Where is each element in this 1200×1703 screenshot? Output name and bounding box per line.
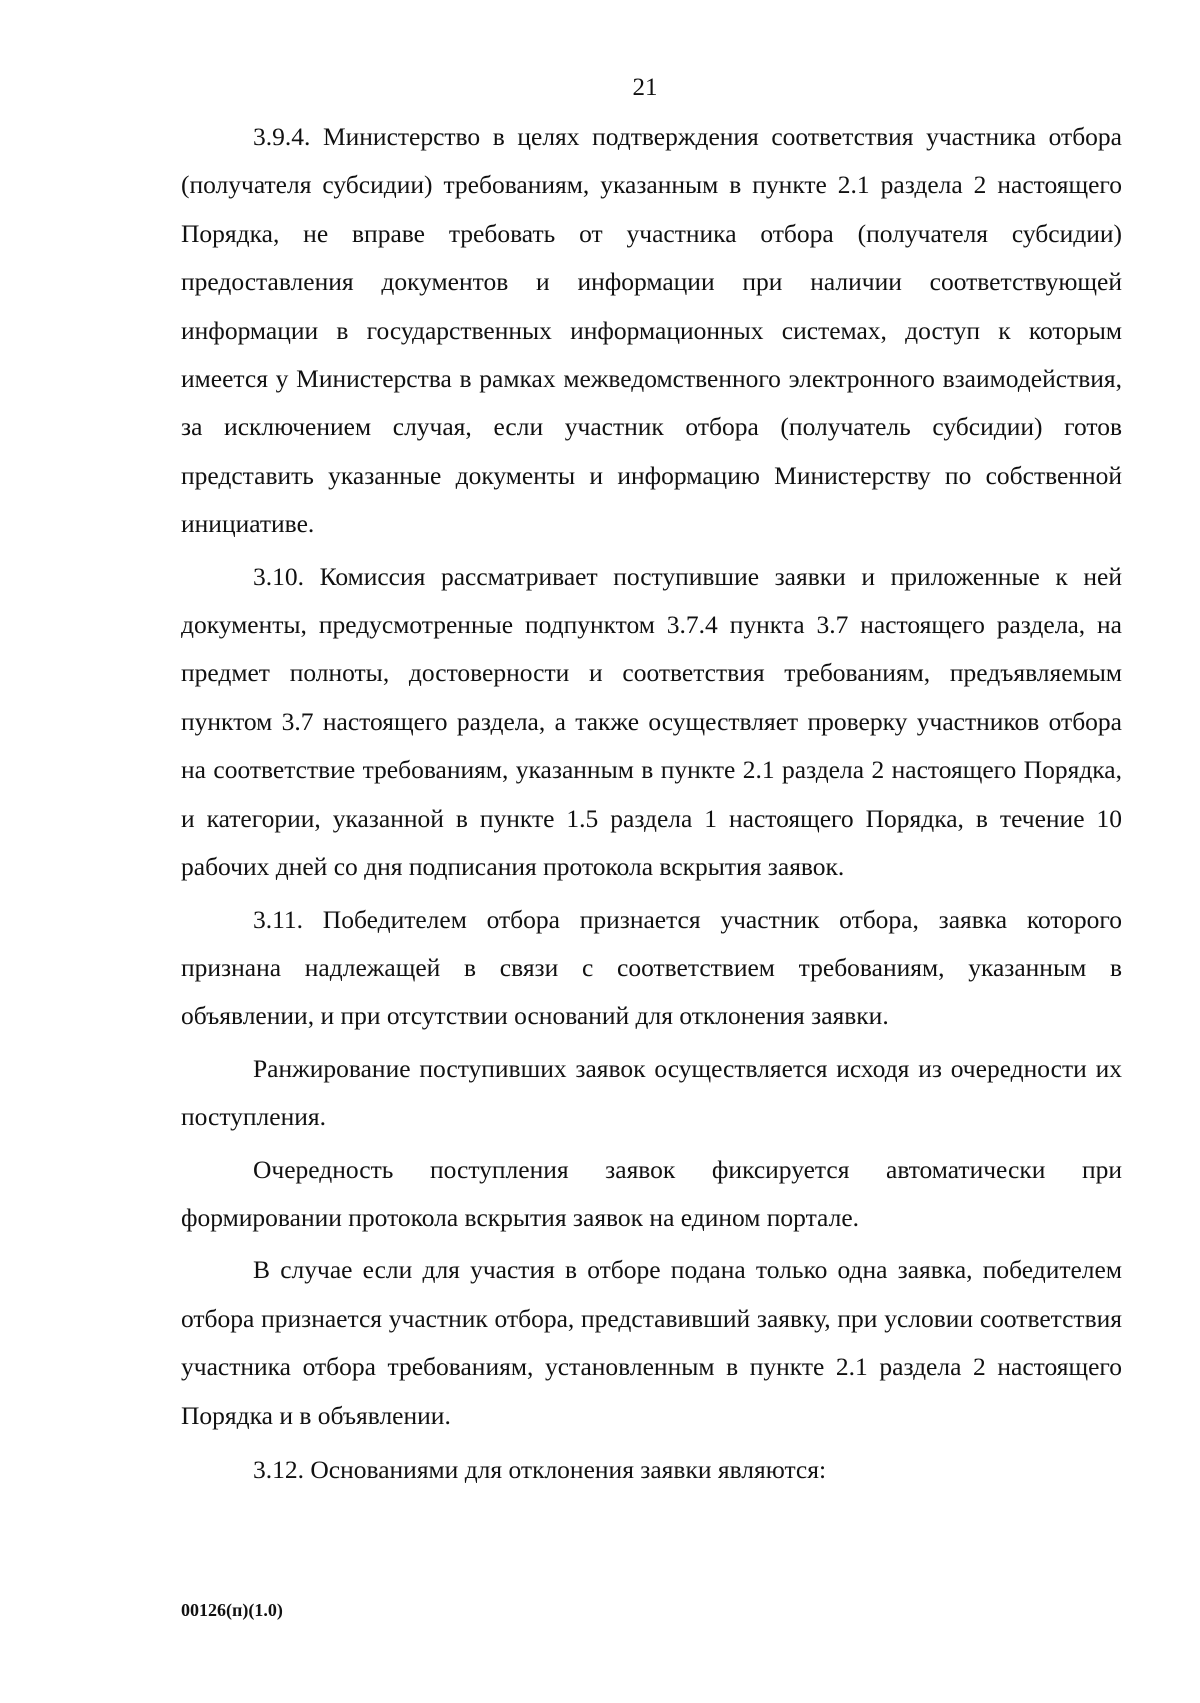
paragraph-order: Очередность поступления заявок фиксируется автоматически при формировании протокола вскрытия заявок на едином портале. <box>181 1154 1122 1232</box>
document-code: 00126(п)(1.0) <box>181 1600 283 1620</box>
paragraph-ranking: Ранжирование поступивших заявок осуществляется исходя из очередности их поступления. <box>181 1053 1122 1132</box>
page-number: 21 <box>632 74 658 101</box>
paragraph-3-12: 3.12. Основаниями для отклонения заявки являются: <box>253 1454 827 1484</box>
paragraph-3-11: 3.11. Победителем отбора признается участник отбора, заявка которого признана надлежащей в связи с соответствием требованиям, указанным в объявлении, и при отсутствии оснований для отклонения заявки. <box>181 904 1122 1031</box>
paragraph-3-10: 3.10. Комиссия рассматривает поступившие заявки и приложенные к ней документы, предусмотренные подпунктом 3.7.4 пункта 3.7 настоящего раздела, на предмет полноты, достоверности и соответствия требованиям, предъявляемым пунктом 3.7 настоящего раздела, а также осуществляет проверку участников отбора на соответствие требованиям, указанным в пункте 2.1 раздела 2 настоящего Порядка, и категории, указанной в пункте 1.5 раздела 1 настоящего Порядка, в течение 10 рабочих дней со дня подписания протокола вскрытия заявок. <box>181 561 1122 882</box>
document-body <box>181 113 1122 1494</box>
paragraph-single-application: В случае если для участия в отборе подана только одна заявка, победителем отбора признается участник отбора, представивший заявку, при условии соответствия участника отбора требованиям, установленным в пункте 2.1 раздела 2 настоящего Порядка и в объявлении. <box>181 1255 1122 1430</box>
paragraph-3-9-4: 3.9.4. Министерство в целях подтверждения соответствия участника отбора (получателя субсидии) требованиям, указанным в пункте 2.1 раздела 2 настоящего Порядка, не вправе требовать от участника отбора (получателя субсидии) предоставления документов и информации при наличии соответствующей информации в государственных информационных системах, доступ к которым имеется у Министерства в рамках межведомственного электронного взаимодействия, за исключением случая, если участник отбора (получатель субсидии) готов представить указанные документы и информацию Министерству по собственной инициативе. <box>181 122 1122 539</box>
